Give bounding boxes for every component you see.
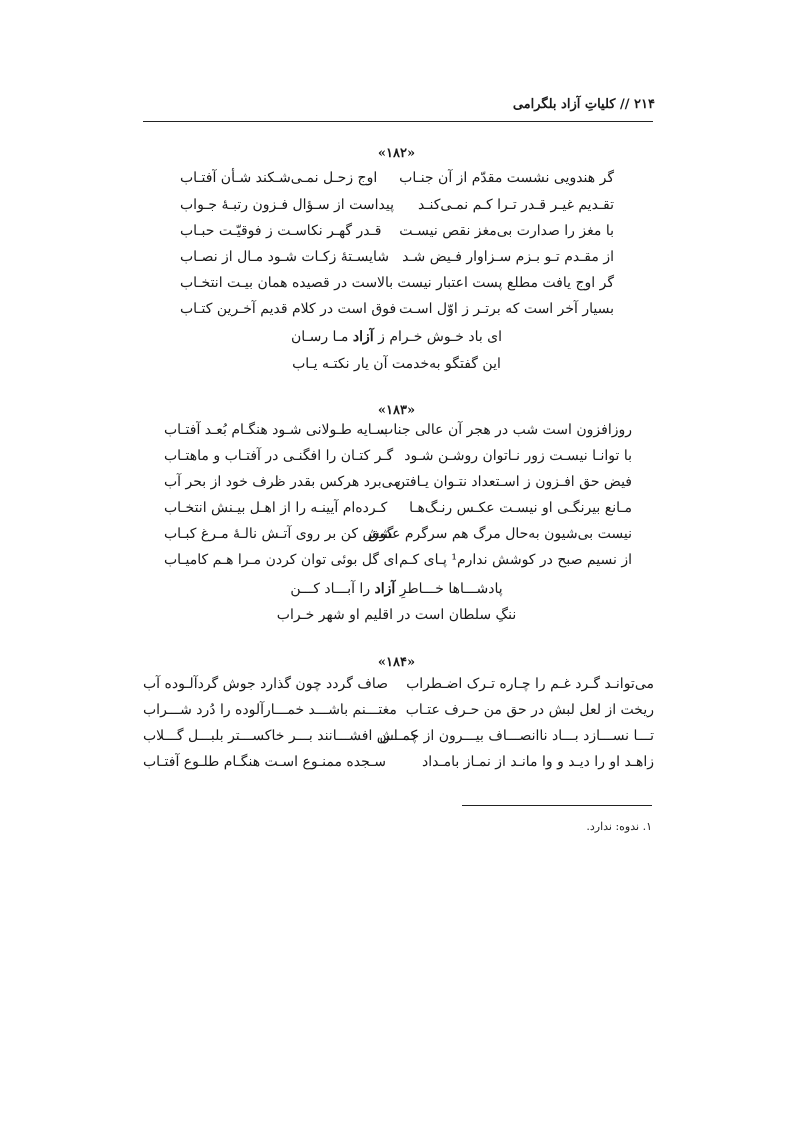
hemistich-1: ریخت از لعل لبش در حق من حـرف عتـاب bbox=[405, 702, 654, 718]
running-header bbox=[143, 97, 655, 112]
couplet bbox=[143, 672, 654, 696]
couplet bbox=[164, 496, 632, 520]
couplet bbox=[180, 193, 614, 217]
couplet bbox=[164, 444, 632, 468]
poem-number: «۱۸۴» bbox=[377, 655, 416, 670]
couplet bbox=[164, 470, 632, 494]
closing-line: این گفتگو به‌خدمت آن یار نکتـه یـاب bbox=[292, 356, 501, 372]
couplet bbox=[143, 698, 654, 722]
couplet bbox=[143, 724, 654, 748]
hemistich-1: با توانـا نیسـت زور نـاتوان روشـن شـود bbox=[404, 448, 632, 464]
hemistich-1: با مغز را صدارت بی‌مغز نقص نیسـت bbox=[399, 223, 614, 239]
poem-number: «۱۸۳» bbox=[377, 403, 416, 418]
hemistich-2: کـرده‌ام آیینـه را از اهـل بیـنش انتخـاب bbox=[164, 500, 388, 516]
couplet bbox=[180, 297, 614, 321]
hemistich-2: اوج زحـل نمـی‌شـکند شـأن آفتـاب bbox=[180, 170, 378, 186]
hemistich-1: روزافزون است شب در هجر آن عالی جناب bbox=[380, 422, 632, 438]
hemistich-1: فیض حق افـزون ز اسـتعداد نتـوان یـافتن bbox=[395, 474, 632, 490]
poem-number: «۱۸۲» bbox=[377, 146, 416, 161]
hemistich-2: سـایه طـولانی شـود هنگـام بُعـد آفتـاب bbox=[164, 422, 388, 438]
couplet bbox=[143, 750, 654, 774]
hemistich-2: ای گل بوئی توان کردن مـرا هـم کامیـاب bbox=[164, 552, 399, 568]
couplet bbox=[180, 219, 614, 243]
hemistich-2: پیداست از سـؤال فـزون رتبـهٔ جـواب bbox=[180, 197, 394, 213]
hemistich-2: می‌برد هرکس بقدر ظرف خود از بحر آب bbox=[164, 474, 401, 490]
hemistich-1: تقـدیم غیـر قـدر تـرا کـم نمـی‌کنـد bbox=[418, 197, 614, 213]
header-separator: // bbox=[620, 97, 630, 112]
poet-name: آزاد bbox=[352, 329, 374, 345]
hemistich-1: بسیار آخر است که برتـر ز اوّل اسـت bbox=[399, 301, 614, 317]
hemistich-2: قـدر گهـر نکاسـت ز فوقیّـت حبـاب bbox=[180, 223, 382, 239]
hemistich-2: بالاست در قصیده همان بیـت انتخـاب bbox=[180, 275, 394, 291]
couplet bbox=[164, 418, 632, 442]
hemistich-2: صاف گردد چون گذارد جوش گردآلـوده آب bbox=[143, 676, 389, 692]
hemistich-1: از نسیم صبح در کوشش ندارم¹ پـای کـم bbox=[399, 552, 632, 568]
hemistich-2: گـر کتـان را افگنـی در آفتـاب و ماهتـاب bbox=[164, 448, 394, 464]
closing-line: ای باد خـوش خـرام ز آزاد مـا رسـان bbox=[290, 329, 503, 345]
couplet bbox=[164, 522, 632, 546]
header-rule bbox=[143, 121, 653, 122]
couplet bbox=[180, 166, 614, 190]
footnote-rule bbox=[462, 805, 652, 806]
hemistich-2: شایسـتهٔ زکـات شـود مـال از نصـاب bbox=[180, 249, 390, 265]
hemistich-1: زاهـد او را دیـد و وا مانـد از نمـاز بامـداد bbox=[422, 754, 654, 770]
hemistich-1: از مقـدم تـو بـزم سـزاوار فـیض شـد bbox=[402, 249, 614, 265]
hemistich-2: کـــاش افشـــانند بـــر خاکســـتر بلبـــل گـــلاب bbox=[143, 728, 418, 744]
hemistich-2: گوش کن بر روی آتـش نالـهٔ مـرغ کبـاب bbox=[164, 526, 394, 542]
couplet bbox=[180, 271, 614, 295]
closing-line: ننگِ سلطان است در اقلیم او شهر خـراب bbox=[276, 607, 517, 623]
couplet bbox=[180, 245, 614, 269]
page-number: ۲۱۴ bbox=[634, 97, 655, 112]
hemistich-1: مـانع بیرنگـی او نیسـت عکـس رنـگ‌هـا bbox=[409, 500, 632, 516]
book-title: کلیاتِ آزاد بلگرامی bbox=[512, 97, 616, 112]
hemistich-1: نیست بی‌شیون به‌حال مرگ هم سرگرم عشق bbox=[367, 526, 632, 542]
hemistich-1: می‌توانـد گـرد غـم را چـاره تـرک اضـطراب bbox=[406, 676, 654, 692]
footnote: ۱. ندوه: ندارد. bbox=[586, 820, 652, 833]
couplet bbox=[164, 548, 632, 572]
hemistich-2: سـجده ممنـوع اسـت هنگـام طلـوع آفتـاب bbox=[143, 754, 386, 770]
hemistich-2: فوق است در کلام قدیم آخـرین کتـاب bbox=[180, 301, 397, 317]
hemistich-2: مغتـــنم باشـــد خمـــارآلوده را دُرد شـــراب bbox=[143, 702, 397, 718]
closing-line: پادشـــاها خـــاطرِ آزاد را آبـــاد کـــن bbox=[290, 581, 503, 597]
hemistich-1: گر اوج یافت مطلع پست اعتبار نیست bbox=[397, 275, 614, 291]
poet-name: آزاد bbox=[374, 581, 396, 597]
hemistich-1: تـــا نســـازد بـــاد ناانصـــاف بیـــرون از چمـــن bbox=[379, 728, 654, 744]
hemistich-1: گر هندویی نشست مقدّم از آن جنـاب bbox=[399, 170, 614, 186]
